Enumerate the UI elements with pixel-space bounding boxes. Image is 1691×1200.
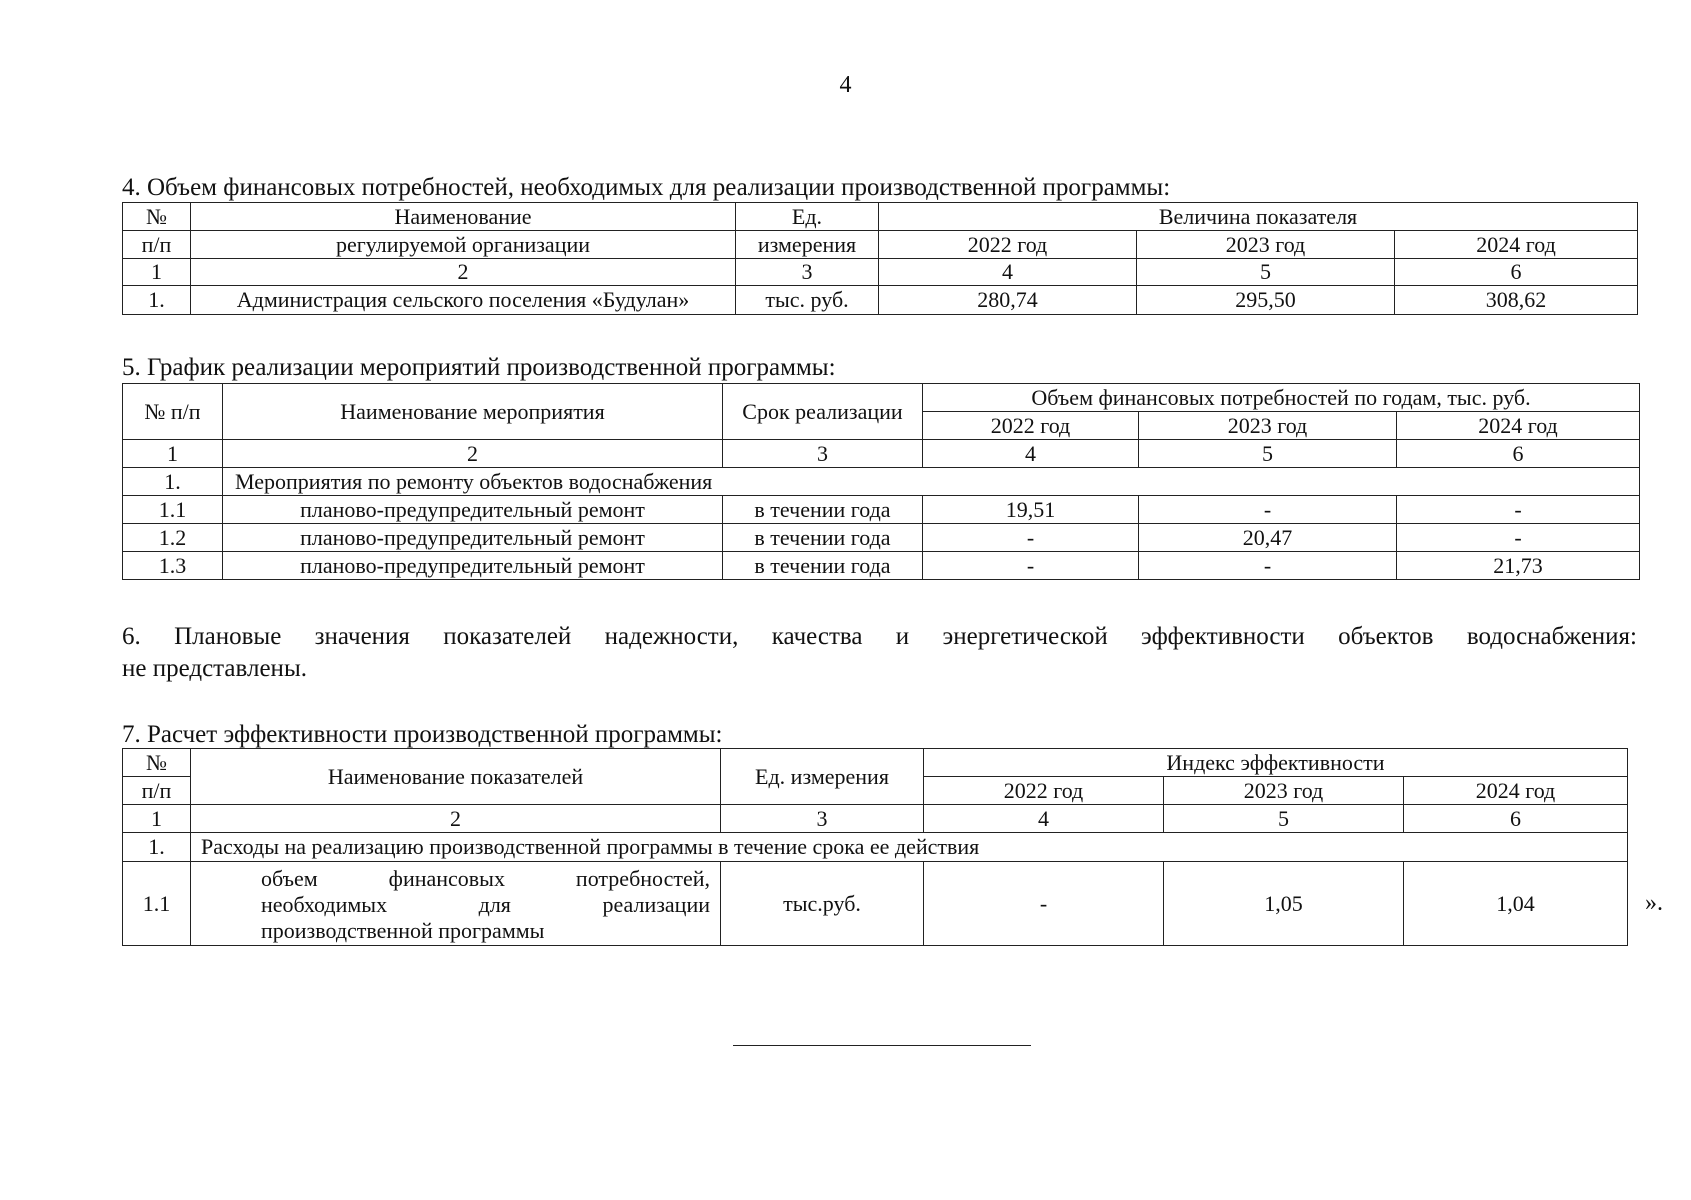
row-num: 1. [123, 286, 191, 315]
header-unit: Ед. измерения [721, 749, 924, 805]
row-event-name: планово-предупредительный ремонт [223, 524, 723, 552]
row-indicator-name: объем финансовых потребностей, необходимых для реализации производственной программы [191, 862, 721, 946]
group-num: 1. [123, 833, 191, 862]
row-value-2024: 308,62 [1395, 286, 1638, 315]
row-value-2022: 280,74 [879, 286, 1137, 315]
column-number: 4 [923, 440, 1139, 468]
header-year: 2024 год [1404, 777, 1628, 805]
column-number: 4 [879, 259, 1137, 286]
row-term: в течении года [723, 496, 923, 524]
section-6-text-line-2: не представлены. [122, 655, 307, 682]
column-number: 2 [191, 805, 721, 833]
row-value-2023: - [1139, 552, 1397, 580]
table-row [123, 552, 1640, 580]
header-num: п/п [123, 231, 191, 259]
row-value-2022: - [923, 524, 1139, 552]
column-number: 4 [924, 805, 1164, 833]
row-event-name: планово-предупредительный ремонт [223, 496, 723, 524]
header-indicator-value: Величина показателя [879, 203, 1638, 231]
column-number: 5 [1139, 440, 1397, 468]
header-num: № [123, 749, 191, 777]
row-value-2024: 1,04 [1404, 862, 1628, 946]
column-number: 1 [123, 259, 191, 286]
row-value-2023: 20,47 [1139, 524, 1397, 552]
section-4-heading: 4. Объем финансовых потребностей, необходимых для реализации производственной программы: [122, 174, 1171, 201]
header-num: п/п [123, 777, 191, 805]
row-value-2024: - [1397, 496, 1640, 524]
header-year: 2024 год [1397, 412, 1640, 440]
section-7-heading: 7. Расчет эффективности производственной программы: [122, 721, 723, 748]
header-org-name: регулируемой организации [191, 231, 736, 259]
header-year: 2023 год [1137, 231, 1395, 259]
header-year: 2023 год [1164, 777, 1404, 805]
column-number: 6 [1404, 805, 1628, 833]
column-number: 5 [1164, 805, 1404, 833]
header-num: № п/п [123, 384, 223, 440]
row-value-2022: - [924, 862, 1164, 946]
section-5-heading: 5. График реализации мероприятий производственной программы: [122, 354, 836, 381]
row-value-2022: 19,51 [923, 496, 1139, 524]
closing-quote: ». [1645, 890, 1663, 916]
row-term: в течении года [723, 524, 923, 552]
row-num: 1.1 [123, 862, 191, 946]
column-number: 2 [191, 259, 736, 286]
header-year: 2022 год [923, 412, 1139, 440]
table-row [123, 496, 1640, 524]
table-row [123, 524, 1640, 552]
header-efficiency-index: Индекс эффективности [924, 749, 1628, 777]
header-year: 2022 год [879, 231, 1137, 259]
header-volume-by-year: Объем финансовых потребностей по годам, тыс. руб. [923, 384, 1640, 412]
header-year: 2022 год [924, 777, 1164, 805]
column-number: 3 [736, 259, 879, 286]
header-num: № [123, 203, 191, 231]
column-number: 3 [723, 440, 923, 468]
row-unit: тыс. руб. [736, 286, 879, 315]
row-num: 1.2 [123, 524, 223, 552]
efficiency-table [122, 748, 1628, 946]
header-year: 2023 год [1139, 412, 1397, 440]
header-event-name: Наименование мероприятия [223, 384, 723, 440]
header-indicator-name: Наименование показателей [191, 749, 721, 805]
end-divider [733, 1045, 1031, 1046]
row-value-2022: - [923, 552, 1139, 580]
column-number: 6 [1397, 440, 1640, 468]
row-value-2023: - [1139, 496, 1397, 524]
header-unit: измерения [736, 231, 879, 259]
group-num: 1. [123, 468, 223, 496]
page-number: 4 [839, 72, 852, 98]
row-unit: тыс.руб. [721, 862, 924, 946]
row-value-2024: - [1397, 524, 1640, 552]
column-number: 6 [1395, 259, 1638, 286]
header-year: 2024 год [1395, 231, 1638, 259]
row-value-2024: 21,73 [1397, 552, 1640, 580]
header-term: Срок реализации [723, 384, 923, 440]
row-value-2023: 1,05 [1164, 862, 1404, 946]
table-row [123, 286, 1638, 315]
column-number: 5 [1137, 259, 1395, 286]
row-term: в течении года [723, 552, 923, 580]
table-row [123, 862, 1628, 946]
row-event-name: планово-предупредительный ремонт [223, 552, 723, 580]
row-num: 1.1 [123, 496, 223, 524]
table-group-row [123, 468, 1640, 496]
table-group-row [123, 833, 1628, 862]
group-name: Расходы на реализацию производственной программы в течение срока ее действия [191, 833, 1628, 862]
header-org-name: Наименование [191, 203, 736, 231]
header-unit: Ед. [736, 203, 879, 231]
financial-needs-table [122, 202, 1638, 315]
row-org-name: Администрация сельского поселения «Будулан» [191, 286, 736, 315]
group-name: Мероприятия по ремонту объектов водоснабжения [223, 468, 1640, 496]
column-number: 1 [123, 440, 223, 468]
column-number: 1 [123, 805, 191, 833]
column-number: 2 [223, 440, 723, 468]
events-schedule-table [122, 383, 1640, 580]
section-6-text-line-1: 6. Плановые значения показателей надежности, качества и энергетической эффективности объектов водоснабжения: [122, 623, 1637, 650]
row-num: 1.3 [123, 552, 223, 580]
row-value-2023: 295,50 [1137, 286, 1395, 315]
column-number: 3 [721, 805, 924, 833]
